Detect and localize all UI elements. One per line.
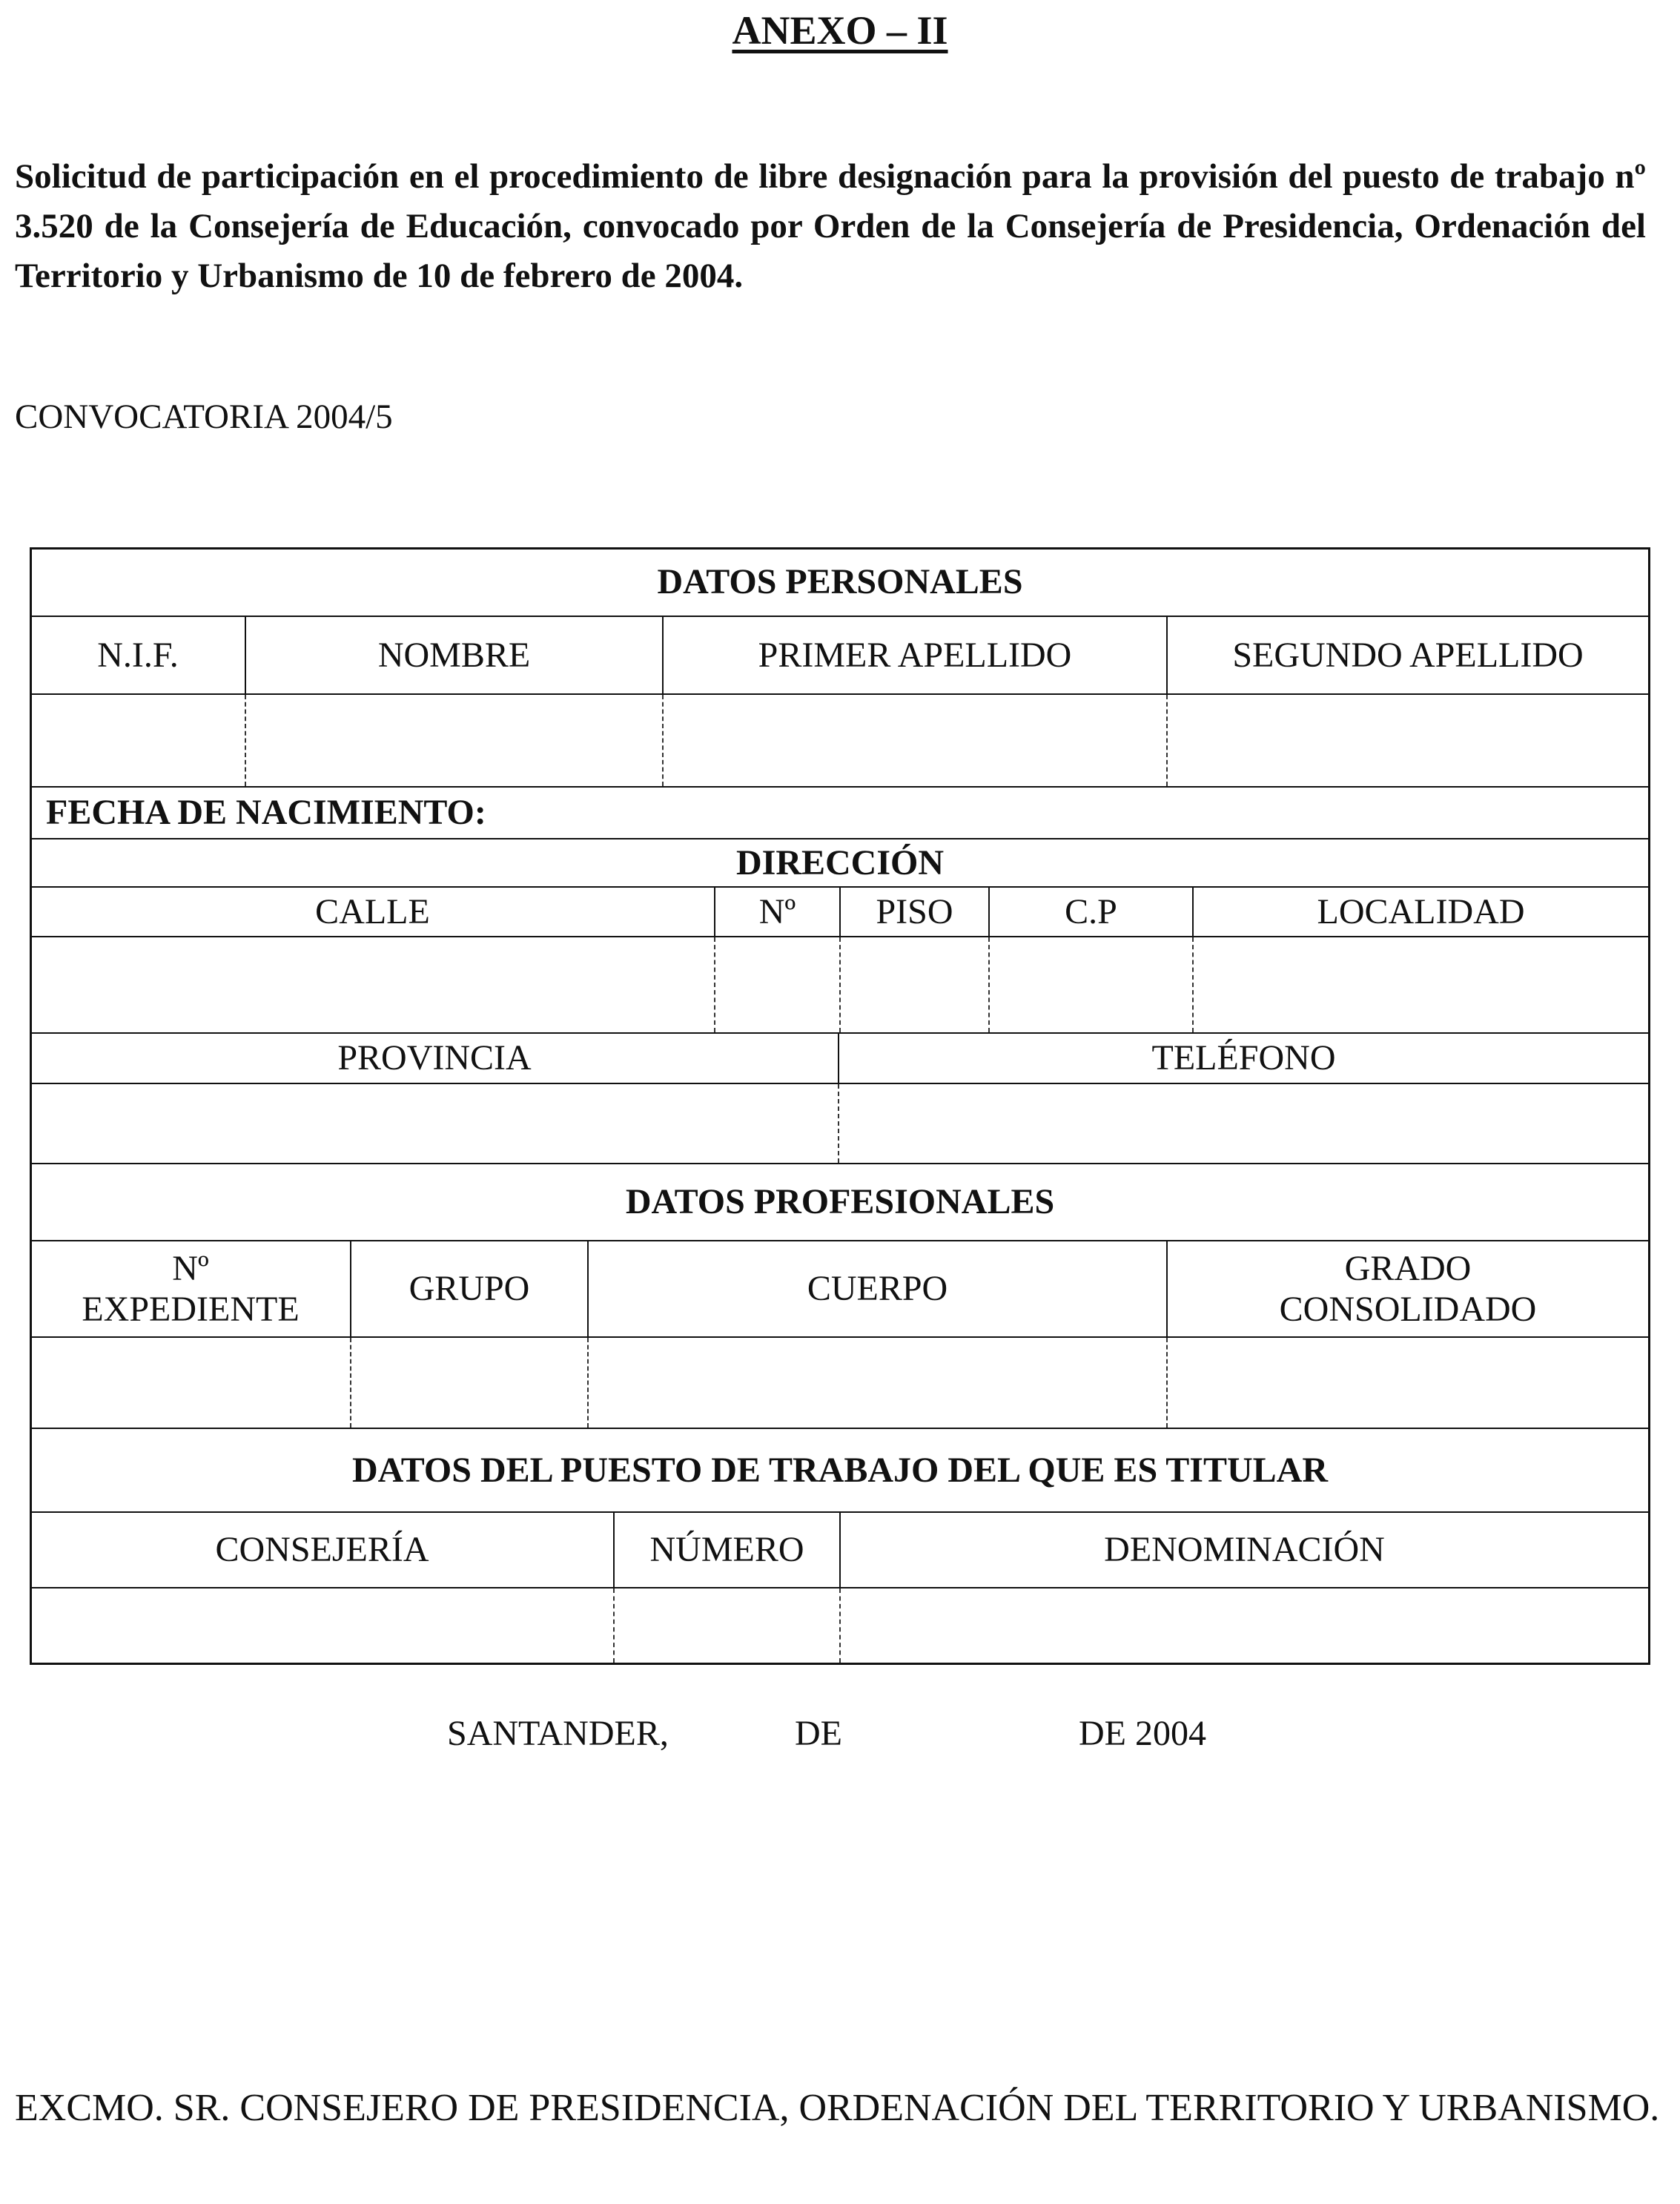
puesto-heading: DATOS DEL PUESTO DE TRABAJO DEL QUE ES TITULAR: [352, 1450, 1328, 1490]
numero-field[interactable]: [715, 937, 839, 1032]
expediente-label-line2: EXPEDIENTE: [82, 1290, 300, 1329]
grado-field[interactable]: [1168, 1338, 1648, 1428]
page-title: ANEXO – II: [732, 8, 948, 53]
convocatoria-label: CONVOCATORIA 2004/5: [15, 397, 393, 436]
nombre-field[interactable]: [246, 695, 662, 786]
date-year: DE 2004: [1079, 1714, 1206, 1753]
expediente-label: [31, 1241, 350, 1336]
professional-data-heading: DATOS PROFESIONALES: [625, 1182, 1055, 1222]
nif-field[interactable]: [31, 695, 245, 786]
intro-paragraph: Solicitud de participación en el procedimiento de libre designación para la provisión del puesto de trabajo nº 3.520 de la Consejería de Educación, convocado por Orden de la Consejería de Presidencia, Ordenación del Territorio y Urbanismo de 10 de febrero de 2004.: [15, 157, 1646, 295]
nif-label: N.I.F.: [97, 635, 179, 675]
primer-apellido-label: PRIMER APELLIDO: [758, 635, 1072, 675]
date-city: SANTANDER,: [447, 1714, 669, 1753]
denominacion-label: DENOMINACIÓN: [1104, 1530, 1385, 1570]
addressee: EXCMO. SR. CONSEJERO DE PRESIDENCIA, ORDENACIÓN DEL TERRITORIO Y URBANISMO.: [15, 2087, 1660, 2129]
denominacion-field[interactable]: [841, 1588, 1648, 1663]
direccion-heading: DIRECCIÓN: [735, 842, 945, 882]
grado-label-line1: GRADO: [1344, 1248, 1472, 1288]
piso-field[interactable]: [841, 937, 988, 1032]
calle-label: CALLE: [315, 891, 430, 931]
grupo-field[interactable]: [351, 1338, 587, 1428]
segundo-apellido-field[interactable]: [1168, 695, 1648, 786]
piso-label: PISO: [876, 891, 953, 931]
numero-puesto-field[interactable]: [615, 1588, 839, 1663]
telefono-label: TELÉFONO: [1151, 1038, 1336, 1078]
fecha-nacimiento-label[interactable]: FECHA DE NACIMIENTO:: [46, 793, 486, 833]
primer-apellido-field[interactable]: [664, 695, 1166, 786]
date-de-day: DE: [795, 1714, 842, 1753]
telefono-field[interactable]: [839, 1084, 1648, 1163]
cuerpo-field[interactable]: [589, 1338, 1166, 1428]
personal-data-heading: DATOS PERSONALES: [657, 562, 1023, 602]
cuerpo-label: CUERPO: [807, 1269, 948, 1309]
cp-field[interactable]: [990, 937, 1192, 1032]
localidad-field[interactable]: [1194, 937, 1648, 1032]
localidad-label: LOCALIDAD: [1317, 891, 1525, 931]
expediente-label-line1: Nº: [172, 1248, 209, 1288]
numero-label: Nº: [758, 891, 796, 931]
provincia-label: PROVINCIA: [337, 1038, 532, 1078]
consejeria-label: CONSEJERÍA: [215, 1530, 429, 1570]
calle-field[interactable]: [31, 937, 714, 1032]
numero-puesto-label: NÚMERO: [649, 1530, 804, 1570]
nombre-label: NOMBRE: [377, 635, 531, 675]
consejeria-field[interactable]: [31, 1588, 613, 1663]
grado-label-line2: CONSOLIDADO: [1279, 1290, 1537, 1329]
cp-label: C.P: [1065, 891, 1117, 931]
grado-label: [1168, 1241, 1648, 1336]
grupo-label: GRUPO: [409, 1269, 530, 1309]
segundo-apellido-label: SEGUNDO APELLIDO: [1232, 635, 1584, 675]
provincia-field[interactable]: [31, 1084, 838, 1163]
expediente-field[interactable]: [31, 1338, 350, 1428]
